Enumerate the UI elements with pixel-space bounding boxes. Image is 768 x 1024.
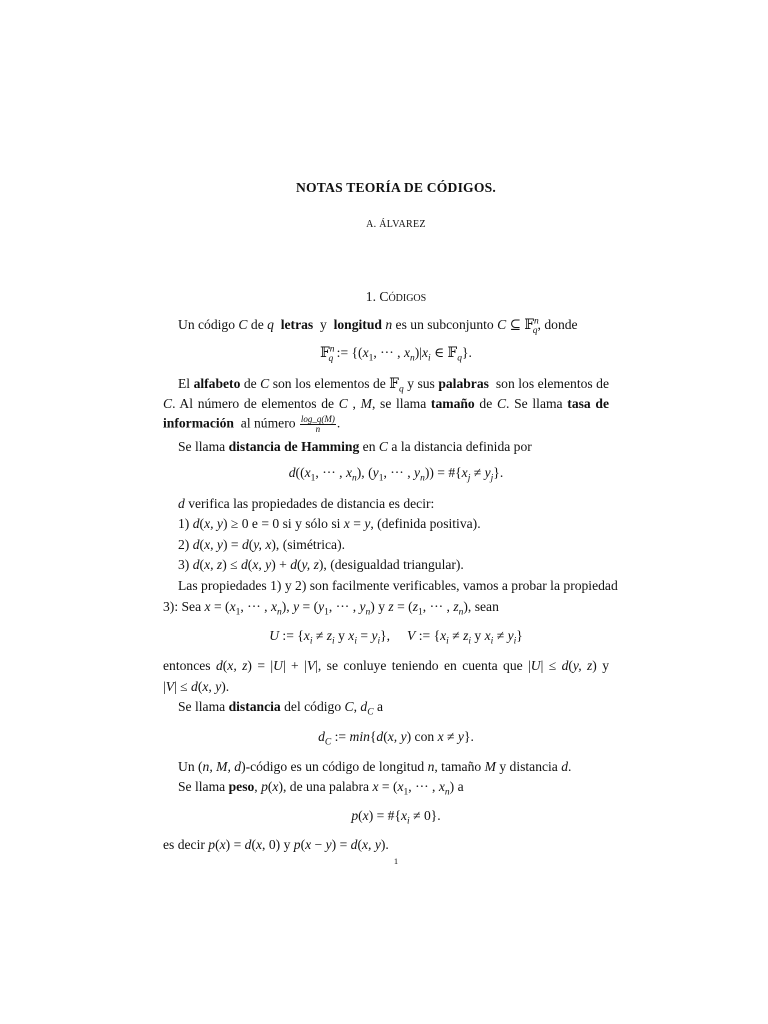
text-line-6: d verifica las propiedades de distancia es decir: — [178, 496, 435, 511]
text-line-7: 1) d(x, y) ≥ 0 e = 0 si y sólo si x = y, (definida positiva). — [178, 516, 481, 531]
text-line-9: 3) d(x, z) ≤ d(x, y) + d(y, z), (desigualdad triangular). — [178, 557, 464, 572]
text-line-4: información al número $\frac{\log\_q(M)}{n}$ . — [163, 414, 341, 434]
text-line-17: es decir p(x) = d(x, 0) y p(x − y) = d(x, y). — [163, 837, 389, 852]
equation-fq-definition: 𝔽$^n_q$ := {($x_1$, ··· , $x_n)|x_i$ ∈ 𝔽$_q$}. — [320, 344, 472, 364]
equation-weight: $p(x) = \#\{x_i \ne 0\}$. — [351, 808, 441, 827]
equation-u-v: U := {$x_i \ne z_i$ y $x_i = y_i$}, V := {$x_i \ne z_i$ y $x_i \ne y_i$} — [269, 628, 523, 647]
text-line-10: Las propiedades 1) y 2) son facilmente verificables, vamos a probar la propiedad — [178, 578, 618, 593]
text-line-14: Se llama distancia del código C, $d_C$ a — [178, 699, 383, 718]
section-name: Códigos — [379, 289, 427, 304]
rate-fraction: $\frac{\log\_q(M)}{n}$ — [300, 414, 335, 434]
paper-title: NOTAS TEORÍA DE CÓDIGOS. — [296, 180, 496, 195]
section-number: 1. — [365, 289, 376, 304]
paper-author: A. ÁLVAREZ — [366, 219, 426, 230]
equation-hamming: $d((x_1$, ··· , $x_n$), ($y_1$, ··· , $y_n$)) = $\#\{x_j \ne y_j\}$. — [288, 465, 504, 484]
text-line-1: Un código C de q letras y longitud n es un subconjunto C ⊆ 𝔽$^n_q$, donde — [178, 316, 578, 336]
text-line-13: |V| ≤ d(x, y). — [163, 679, 230, 694]
section-heading — [163, 290, 629, 304]
text-line-2: El alfabeto de C son los elementos de 𝔽$_q$ y sus palabras son los elementos de — [178, 376, 609, 395]
text-line-11: 3): Sea $x = (x_1$, ··· , $x_n$), $y = (y_1$, ··· , $y_n$) y $z = (z_1$, ··· , $z_n$), sean — [163, 599, 499, 618]
text-line-3: C. Al número de elementos de C , M, se llama tamaño de C. Se llama tasa de — [163, 396, 609, 411]
text-line-12: entonces d(x, z) = |U| + |V|, se conluye teniendo en cuenta que |U| ≤ d(y, z) y — [163, 658, 610, 673]
text-line-8: 2) d(x, y) = d(y, x), (simétrica). — [178, 537, 345, 552]
equation-dc: $d_C$ := min{d(x, y) con x ≠ y}. — [318, 729, 474, 748]
text-line-5: Se llama distancia de Hamming en C a la distancia definida por — [178, 439, 532, 454]
text-line-15: Un (n, M, d)-código es un código de longitud n, tamaño M y distancia d. — [178, 759, 572, 774]
page-number: 1 — [393, 856, 399, 866]
text-line-16: Se llama peso, p(x), de una palabra $x = (x_1$, ··· , $x_n$) a — [178, 779, 464, 798]
